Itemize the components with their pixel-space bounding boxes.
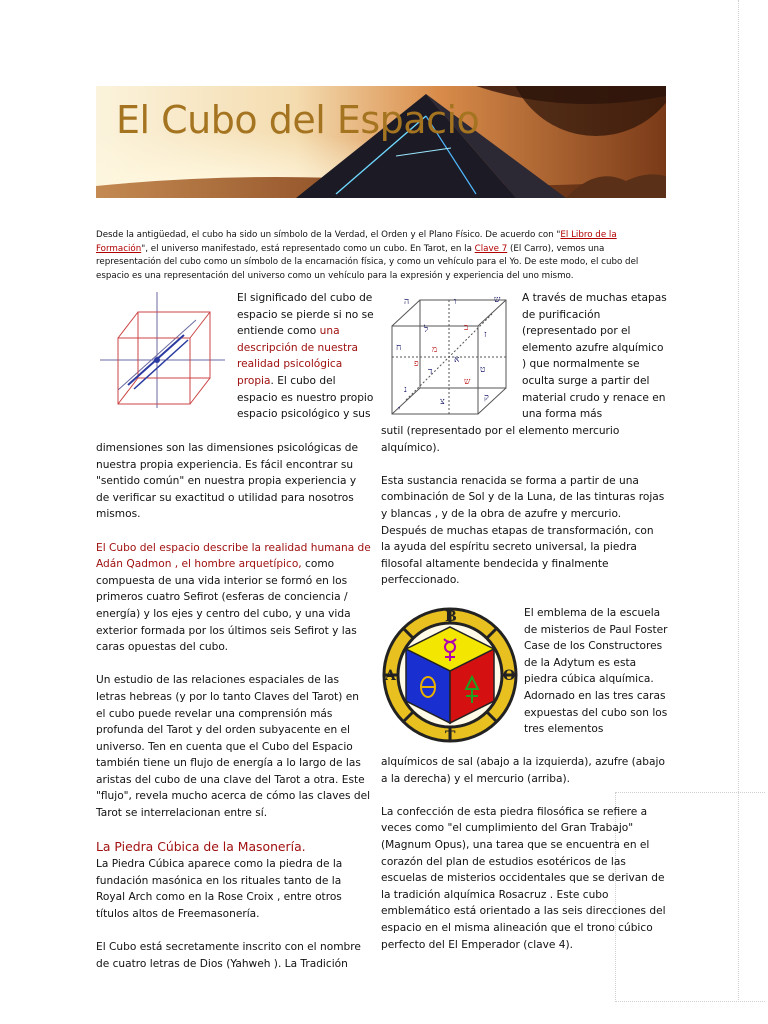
svg-text:ח: ח (396, 343, 402, 353)
section-heading-piedra-cubica: La Piedra Cúbica de la Masonería. (96, 839, 306, 855)
left-paragraph-cont: dimensiones son las dimensiones psicológicas de nuestra propia experiencia. Es fácil encontrar su "sentido común" en nuestra propia experiencia y de verificar su exactitud o utilidad para nosotros mismos. (96, 442, 358, 521)
right-paragraph-2: Esta sustancia renacida se forma a partir de una combinación de Sol y de la Luna, de las tinturas rojas y blancas , y de la obra de azufre y mercurio. Después de muchas etapas de transformación, con la ayuda del espíritu secreto universal, la piedra filosofal altamente bendecida y finalmente perfeccionado. (381, 474, 665, 587)
svg-text:נ: נ (404, 385, 407, 395)
svg-text:מ: מ (432, 345, 438, 355)
link-libro-formacion[interactable]: El Libro de la Formación (96, 230, 617, 254)
left-paragraph-5: El Cubo está secretamente inscrito con el nombre de cuatro letras de Dios (Yahweh ). La Tradición (96, 941, 361, 970)
emblem-letter-top: B (445, 609, 457, 625)
svg-text:פ: פ (414, 359, 419, 369)
svg-text:ב: ב (464, 323, 469, 333)
svg-text:י: י (398, 405, 401, 415)
right-paragraph-emblem-cont: alquímicos de sal (abajo a la izquierda), azufre (abajo a la derecha) y el mercurio (arriba). (381, 756, 665, 785)
right-column-top (381, 423, 666, 589)
svg-text:ק: ק (484, 393, 489, 403)
header-banner (96, 86, 666, 198)
svg-text:א: א (454, 355, 460, 365)
svg-text:ד: ד (428, 367, 433, 377)
svg-text:ש: ש (494, 295, 501, 305)
svg-text:ו: ו (454, 297, 457, 307)
page-edge (738, 0, 739, 1000)
emblem-letter-left: A (385, 668, 396, 684)
cube-axes-figure (100, 290, 225, 410)
page-title: El Cubo del Espacio (116, 98, 480, 142)
alchemical-cube-emblem (380, 605, 520, 745)
emblem-letter-right: O (503, 668, 516, 684)
page-edge (615, 1001, 765, 1002)
left-paragraph-4: La Piedra Cúbica aparece como la piedra de la fundación masónica en los rituales tanto de la Royal Arch como en la Rose Croix , entre otros títulos altos de Freemasonería. (96, 858, 343, 921)
right-wrap-emblem-paragraph: El emblema de la escuela de misterios de Paul Foster Case de los Constructores de la Adytum es esta piedra cúbica alquímica. Adornado en las tres caras expuestas del cubo son los tres elementos (524, 607, 668, 736)
right-paragraph-cont: sutil (representado por el elemento mercurio alquímico). (381, 425, 620, 454)
left-column (96, 440, 371, 972)
svg-text:ש: ש (464, 377, 471, 387)
left-paragraph-2: El Cubo del espacio describe la realidad humana de Adán Qadmon , el hombre arquetípico, como compuesta de una vida interior se formó en los primeros cuatro Sefirot (esferas de conciencia / energía) y los ejes y centro del cubo, y una vida exterior formada por los últimos seis Sefirot y las caras opuestas del cubo. (96, 541, 371, 654)
svg-text:ל: ל (424, 325, 429, 335)
intro-paragraph: Desde la antigüedad, el cubo ha sido un símbolo de la Verdad, el Orden y el Plano Físico. De acuerdo con "El Libro de la Formación", el universo manifestado, está representado como un cubo. En Tarot, en la Clave 7 (El Carro), vemos una representación del cubo como un símbolo de la encarnación física, y como un vehículo para el Yo. De este modo, el cubo del espacio es una representación del universo como un vehículo para la expresión y experiencia del uno mismo. (96, 230, 639, 281)
left-wrap-paragraph: El significado del cubo de espacio se pierde si no se entiende como una descripción de nuestra realidad psicológica propia. El cubo del espacio es nuestro propio espacio psicológico y sus (237, 292, 374, 421)
svg-text:צ: צ (440, 397, 445, 407)
svg-text:ט: ט (480, 365, 486, 375)
right-paragraph-3: La confección de esta piedra filosófica se refiere a veces como "el cumplimiento del Gran Trabajo" (Magnum Opus), una tarea que se encuentra en el corazón del plan de estudios esotéricos de las escuelas de misterios occidentales que se derivan de la tradición alquímica Rosacruz . Este cubo emblemático está orientado a las seis direcciones del espacio en el misma alineación que el trono cúbico perfecto del El Emperador (clave 4). (381, 805, 666, 951)
link-clave-7[interactable]: Clave 7 (474, 243, 508, 254)
tarot-cube-figure (384, 292, 516, 420)
emblem-letter-bottom: T (445, 729, 456, 745)
right-wrap-paragraph: A través de muchas etapas de purificación (representado por el elemento azufre alquímico ) que normalmente se oculta surge a partir del material crudo y renace en una forma más (522, 292, 667, 421)
svg-text:ז: ז (484, 330, 487, 340)
right-column-bottom (381, 754, 666, 953)
left-paragraph-3: Un estudio de las relaciones espaciales de las letras hebreas (y por lo tanto Claves del Tarot) en el cubo puede revelar una comprensión más profunda del Tarot y del orden subyacente en el universo. Ten en cuenta que el Cubo del Espacio también tiene un flujo de energía a lo largo de las aristas del cubo de una clave del Tarot a otra. Este "flujo", revela mucho acerca de cómo las claves del Tarot se interrelacionan entre sí. (96, 674, 371, 820)
svg-text:ה: ה (404, 297, 410, 307)
